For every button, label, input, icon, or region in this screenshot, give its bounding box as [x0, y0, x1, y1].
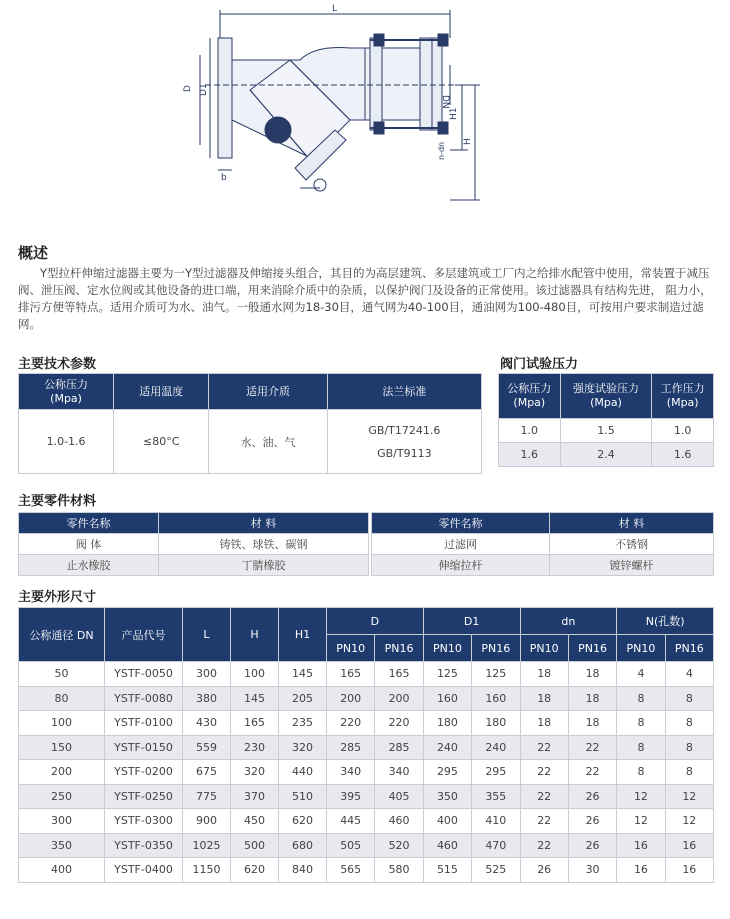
dims-cell: 1025 — [183, 833, 231, 858]
dims-cell: 559 — [183, 735, 231, 760]
dims-cell: 22 — [568, 735, 616, 760]
dims-subheader: PN16 — [472, 635, 520, 662]
dims-cell: 22 — [520, 735, 568, 760]
pressure-header: 强度试验压力 (Mpa) — [560, 374, 652, 419]
dims-cell: 235 — [279, 711, 327, 736]
drawing-label-D1: D1 — [199, 83, 209, 96]
dims-cell: 180 — [472, 711, 520, 736]
parts-cell: 止水橡胶 — [19, 555, 159, 576]
dims-subheader: PN10 — [520, 635, 568, 662]
dims-cell: 230 — [231, 735, 279, 760]
dims-header: D1 — [423, 608, 520, 635]
dims-header: dn — [520, 608, 617, 635]
dims-cell: 320 — [279, 735, 327, 760]
params-temp: ≤80°C — [114, 410, 209, 474]
dims-cell: 240 — [472, 735, 520, 760]
dims-cell: 515 — [423, 858, 471, 883]
dims-cell: YSTF-0100 — [105, 711, 183, 736]
dims-cell: 22 — [520, 760, 568, 785]
dims-cell: 16 — [617, 858, 665, 883]
params-header: 公称压力 (Mpa) — [19, 374, 114, 410]
dims-cell: YSTF-0350 — [105, 833, 183, 858]
dims-cell: 8 — [617, 735, 665, 760]
dims-cell: 340 — [375, 760, 423, 785]
parts-header: 材 料 — [159, 513, 369, 534]
pressure-cell: 1.6 — [499, 443, 561, 467]
dims-header: H — [231, 608, 279, 662]
dims-cell: 200 — [19, 760, 105, 785]
parts-cell: 镀锌螺杆 — [550, 555, 714, 576]
parts-cell: 阀 体 — [19, 534, 159, 555]
dims-cell: 12 — [617, 784, 665, 809]
dims-cell: 8 — [665, 711, 713, 736]
dims-cell: 165 — [231, 711, 279, 736]
y-strainer-drawing — [150, 0, 490, 215]
dims-cell: 160 — [423, 686, 471, 711]
params-std1: GB/T17241.6 — [368, 423, 441, 437]
parts-header: 零件名称 — [372, 513, 550, 534]
dims-cell: 125 — [423, 662, 471, 687]
dims-cell: 165 — [375, 662, 423, 687]
dims-header: D — [327, 608, 424, 635]
dims-cell: 620 — [279, 809, 327, 834]
dims-subheader: PN10 — [327, 635, 375, 662]
dims-cell: 220 — [327, 711, 375, 736]
dims-cell: 80 — [19, 686, 105, 711]
dims-cell: 220 — [375, 711, 423, 736]
dims-cell: 675 — [183, 760, 231, 785]
dims-cell: 370 — [231, 784, 279, 809]
pressure-header: 公称压力 (Mpa) — [499, 374, 561, 419]
drawing-label-D: D — [183, 85, 193, 92]
dims-cell: 26 — [568, 833, 616, 858]
table-row — [499, 419, 714, 443]
dims-subheader: PN16 — [375, 635, 423, 662]
dims-header: 产品代号 — [105, 608, 183, 662]
dims-cell: 410 — [472, 809, 520, 834]
dims-cell: 350 — [423, 784, 471, 809]
pressure-cell: 1.0 — [499, 419, 561, 443]
dims-cell: 165 — [327, 662, 375, 687]
dims-cell: 180 — [423, 711, 471, 736]
dims-cell: 250 — [19, 784, 105, 809]
params-header: 适用介质 — [209, 374, 327, 410]
dims-cell: 150 — [19, 735, 105, 760]
dims-cell: 160 — [472, 686, 520, 711]
pressure-cell: 1.0 — [652, 419, 714, 443]
pressure-cell: 1.6 — [652, 443, 714, 467]
dims-header: 公称通径 DN — [19, 608, 105, 662]
drawing-label-H1: H1 — [449, 107, 459, 120]
params-header: 法兰标准 — [327, 374, 481, 410]
technical-drawing — [150, 0, 490, 215]
dims-cell: 8 — [665, 686, 713, 711]
dims-cell: 295 — [472, 760, 520, 785]
dims-cell: 200 — [375, 686, 423, 711]
parts-header: 材 料 — [550, 513, 714, 534]
parts-cell: 伸缩拉杆 — [372, 555, 550, 576]
dims-cell: 12 — [665, 784, 713, 809]
dims-cell: 240 — [423, 735, 471, 760]
dims-cell: 405 — [375, 784, 423, 809]
dims-title: 主要外形尺寸 — [18, 590, 97, 605]
dims-cell: 900 — [183, 809, 231, 834]
table-row — [19, 833, 714, 858]
pressure-table — [498, 373, 714, 467]
dims-cell: 18 — [568, 686, 616, 711]
overview-text: Y型拉杆伸缩过滤器主要为一Y型过滤器及伸缩接头组合，其目的为高层建筑、多层建筑或工厂内之给排水配管中使用，常装置于减压阀、泄压阀、定水位阀或其他设备的进口端，用来消除介质中的杂质，以保护阀门及设备的正常使用。该过滤器具有结构先进， 阻力小，排污方便等特点。适用介质可为水、油气。一般通水网为18-30目，通气网为40-100目，通油网为100-480目，可按用户要求制造过滤网。 — [18, 266, 712, 331]
dims-cell: 445 — [327, 809, 375, 834]
dims-subheader: PN10 — [423, 635, 471, 662]
dims-cell: 620 — [231, 858, 279, 883]
dims-cell: 22 — [568, 760, 616, 785]
dims-cell: 4 — [617, 662, 665, 687]
dims-cell: 125 — [472, 662, 520, 687]
table-row — [499, 443, 714, 467]
dims-cell: 320 — [231, 760, 279, 785]
params-table — [18, 373, 482, 474]
dims-cell: 680 — [279, 833, 327, 858]
dims-cell: 205 — [279, 686, 327, 711]
drawing-label-b: b — [221, 173, 227, 183]
dims-subheader: PN16 — [665, 635, 713, 662]
dims-cell: 4 — [665, 662, 713, 687]
dims-cell: 300 — [19, 809, 105, 834]
dims-table — [18, 607, 714, 883]
dims-cell: 8 — [665, 735, 713, 760]
dims-cell: 100 — [231, 662, 279, 687]
params-header: 适用温度 — [114, 374, 209, 410]
dims-cell: 295 — [423, 760, 471, 785]
dims-cell: 18 — [568, 662, 616, 687]
dims-cell: 100 — [19, 711, 105, 736]
table-row — [19, 711, 714, 736]
dims-cell: 12 — [617, 809, 665, 834]
dims-cell: 505 — [327, 833, 375, 858]
drawing-label-H: H — [463, 138, 473, 145]
params-pressure: 1.0-1.6 — [19, 410, 114, 474]
params-std2: GB/T9113 — [377, 446, 432, 460]
dims-cell: 440 — [279, 760, 327, 785]
dims-cell: 395 — [327, 784, 375, 809]
table-row — [19, 686, 714, 711]
pressure-cell: 1.5 — [560, 419, 652, 443]
dims-cell: 1150 — [183, 858, 231, 883]
dims-cell: 350 — [19, 833, 105, 858]
table-row — [19, 809, 714, 834]
dims-cell: 460 — [423, 833, 471, 858]
dims-cell: 460 — [375, 809, 423, 834]
dims-cell: 18 — [568, 711, 616, 736]
parts-cell: 不锈钢 — [550, 534, 714, 555]
dims-cell: 470 — [472, 833, 520, 858]
dims-cell: 430 — [183, 711, 231, 736]
dims-cell: 12 — [665, 809, 713, 834]
dims-cell: 8 — [665, 760, 713, 785]
drawing-label-DN: DN — [440, 95, 450, 109]
dims-cell: 450 — [231, 809, 279, 834]
drawing-label-ndn: n-dn — [437, 141, 446, 160]
dims-cell: YSTF-0300 — [105, 809, 183, 834]
dims-cell: 26 — [520, 858, 568, 883]
params-media: 水、油、气 — [209, 410, 327, 474]
dims-cell: 22 — [520, 833, 568, 858]
pressure-cell: 2.4 — [560, 443, 652, 467]
dims-cell: 340 — [327, 760, 375, 785]
table-row — [19, 735, 714, 760]
dims-cell: 26 — [568, 809, 616, 834]
dims-cell: 145 — [231, 686, 279, 711]
dims-cell: YSTF-0050 — [105, 662, 183, 687]
dims-cell: 18 — [520, 711, 568, 736]
parts-cell: 铸铁、球铁、碳钢 — [159, 534, 369, 555]
dims-cell: 8 — [617, 760, 665, 785]
dims-subheader: PN10 — [617, 635, 665, 662]
dims-cell: YSTF-0150 — [105, 735, 183, 760]
parts-table — [18, 512, 714, 576]
dims-cell: 22 — [520, 784, 568, 809]
table-row — [19, 760, 714, 785]
dims-cell: YSTF-0400 — [105, 858, 183, 883]
dims-cell: 500 — [231, 833, 279, 858]
dims-cell: 16 — [665, 858, 713, 883]
dims-cell: 355 — [472, 784, 520, 809]
pressure-header: 工作压力 (Mpa) — [652, 374, 714, 419]
dims-cell: YSTF-0200 — [105, 760, 183, 785]
dims-cell: 380 — [183, 686, 231, 711]
overview-title: 概述 — [18, 244, 49, 262]
dims-cell: 50 — [19, 662, 105, 687]
dims-header: L — [183, 608, 231, 662]
dims-cell: 285 — [327, 735, 375, 760]
params-title: 主要技术参数 — [18, 357, 97, 372]
parts-cell: 丁腈橡胶 — [159, 555, 369, 576]
dims-cell: 775 — [183, 784, 231, 809]
dims-cell: 16 — [617, 833, 665, 858]
dims-subheader: PN16 — [568, 635, 616, 662]
dims-cell: YSTF-0250 — [105, 784, 183, 809]
table-row — [19, 858, 714, 883]
dims-cell: 16 — [665, 833, 713, 858]
dims-cell: 525 — [472, 858, 520, 883]
table-row — [19, 784, 714, 809]
dims-cell: 840 — [279, 858, 327, 883]
dims-cell: 285 — [375, 735, 423, 760]
dims-cell: 22 — [520, 809, 568, 834]
dims-cell: 400 — [423, 809, 471, 834]
drawing-label-L: L — [332, 4, 338, 14]
dims-cell: 580 — [375, 858, 423, 883]
parts-title: 主要零件材料 — [18, 494, 97, 509]
dims-cell: 8 — [617, 686, 665, 711]
dims-cell: 200 — [327, 686, 375, 711]
table-row — [19, 534, 714, 555]
dims-cell: 18 — [520, 662, 568, 687]
dims-cell: YSTF-0080 — [105, 686, 183, 711]
dims-cell: 400 — [19, 858, 105, 883]
table-row — [19, 662, 714, 687]
params-standard — [327, 410, 481, 474]
dims-cell: 145 — [279, 662, 327, 687]
table-row — [19, 555, 714, 576]
dims-cell: 565 — [327, 858, 375, 883]
dims-cell: 510 — [279, 784, 327, 809]
parts-cell: 过滤网 — [372, 534, 550, 555]
dims-cell: 8 — [617, 711, 665, 736]
dims-cell: 300 — [183, 662, 231, 687]
dims-header: H1 — [279, 608, 327, 662]
pressure-title: 阀门试验压力 — [500, 357, 579, 372]
dims-header: N(孔数) — [617, 608, 714, 635]
dims-cell: 520 — [375, 833, 423, 858]
dims-cell: 18 — [520, 686, 568, 711]
dims-cell: 30 — [568, 858, 616, 883]
dims-cell: 26 — [568, 784, 616, 809]
parts-header: 零件名称 — [19, 513, 159, 534]
